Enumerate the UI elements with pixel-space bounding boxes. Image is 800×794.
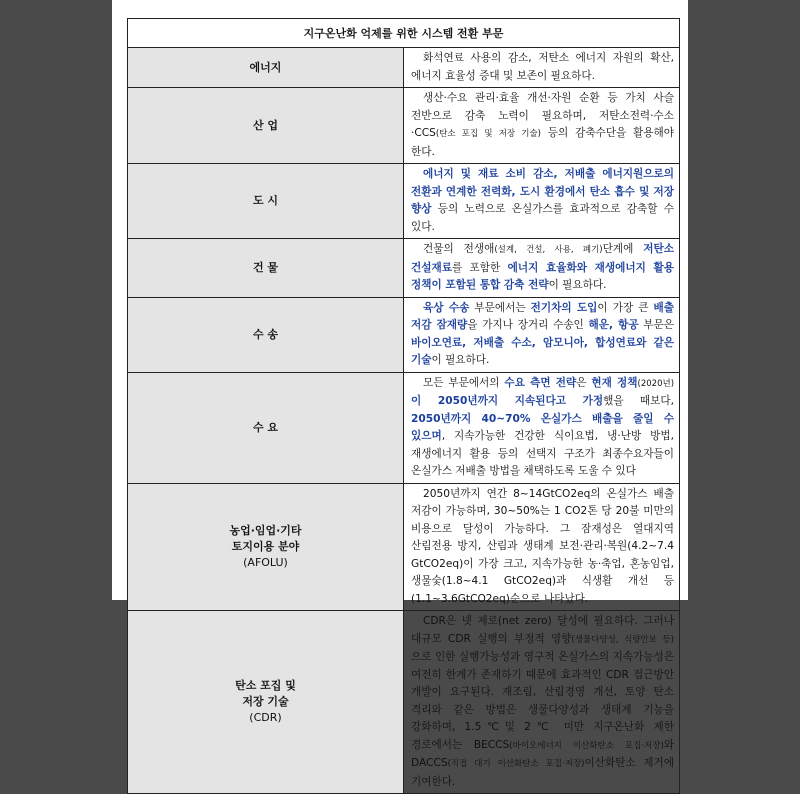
- category-label: (AFOLU): [243, 555, 288, 569]
- description-text: 단계에: [602, 243, 644, 255]
- description-cell: [404, 611, 680, 794]
- description-cell: [404, 164, 680, 239]
- description-text: (설계, 건설, 사용, 폐기): [494, 245, 603, 255]
- category-label: 수 송: [252, 327, 279, 341]
- description-cell: [404, 483, 680, 611]
- category-label: 토지이용 분야: [231, 539, 300, 553]
- description-text: 화석연료 사용의 감소, 저탄소 에너지 자원의 확산, 에너지 효율성 증대 및 보존이 필요하다.: [411, 52, 674, 82]
- description-text: (2020년): [637, 378, 675, 389]
- category-cell: [128, 164, 404, 239]
- description-text: 이 필요하다.: [548, 279, 607, 291]
- description-text: 를 포함한: [451, 261, 508, 274]
- category-label: 건 물: [252, 260, 279, 274]
- description-text: (탄소 포집 및 저장 기술): [435, 129, 541, 139]
- table-row: [128, 372, 680, 483]
- category-label: 산 업: [252, 118, 279, 132]
- description-text: 이 가장 큰: [597, 301, 654, 314]
- category-cell: [128, 372, 404, 483]
- description-text: 부문은: [638, 319, 675, 331]
- description-text: (바이오에너지 이산화탄소 포집·저장): [509, 740, 664, 751]
- category-cell: [128, 48, 404, 88]
- description-text: 부문에서는: [469, 301, 531, 314]
- table-row: [128, 88, 680, 164]
- description-text: 와 DACCS: [411, 738, 674, 769]
- category-cell: [128, 611, 404, 794]
- category-label: 도 시: [252, 194, 279, 208]
- category-cell: [128, 297, 404, 372]
- highlighted-text: 저탄소 건설재료: [411, 243, 674, 274]
- document-page: [112, 0, 688, 788]
- description-cell: [404, 372, 680, 483]
- description-text: 했을 때보다,: [603, 395, 675, 407]
- description-text: (생물다양성, 식량안보 등): [571, 634, 674, 645]
- table-row: [128, 164, 680, 239]
- highlighted-text: 배출 저감 잠재량: [411, 301, 675, 331]
- highlighted-text: 이 2050년까지 지속된다고 가정: [411, 395, 604, 407]
- description-text: CDR은 넷 제로(net zero) 달성에 필요하다. 그러나 대규모 CDR 실행의 부정적 영향: [411, 615, 674, 645]
- description-cell: [404, 88, 680, 164]
- description-text: , 지속가능한 건강한 식이요법, 냉·난방 방법, 재생에너지 활용 등의 선택지 구조가 최종수요자들이 온실가스 저배출 방법을 채택하도록 도울 수 있다: [411, 430, 674, 477]
- description-text: 생산·수요 관리·효율 개선·자원 순환 등 가치 사슬 전반으로 감축 노력이 필요하며, 저탄소전력·수소·CCS: [411, 92, 674, 139]
- description-text: 건물의 전생애: [423, 243, 495, 255]
- description-text: 모든 부문에서의: [423, 376, 505, 389]
- category-label: 농업·임업·기타: [229, 523, 302, 537]
- description-text: 으로 인한 실행가능성과 영구적 온실가스의 지속가능성은 여전히 한계가 존재하기 때문에 효과적인 CDR 접근방안 개발이 요구된다. 재조림, 산림경영 개선, 토양 탄소 격리와 같은 방법은 생물다양성과 생태계 기능을 강화하며, 1.5℃및 2℃ 미만 지구온난화 제한 경로에서는 BECCS: [411, 651, 674, 751]
- category-label: 저장 기술: [242, 695, 289, 709]
- title-row: [128, 19, 680, 48]
- highlighted-text: 에너지 효율화와 재생에너지 활용 정책이 포함된 통합 감축 전략: [411, 261, 675, 291]
- highlighted-text: 바이오연료, 저배출 수소, 암모니아, 합성연료와 같은 기술: [411, 336, 674, 366]
- category-cell: [128, 88, 404, 164]
- description-text: 이 필요하다.: [431, 354, 490, 366]
- description-cell: [404, 48, 680, 88]
- category-label: 탄소 포집 및: [235, 679, 296, 693]
- description-text: 2050년까지 연간 8~14GtCO2eq의 온실가스 배출 저감이 가능하며, 30~50%는 1 CO2톤 당 20불 미만의 비용으로 달성이 가능하다. 그 잠재성은 열대지역 산림전용 방지, 산림과 생태계 보전·관리·복원(4.2~7.4 GtCO2eq)이 가장 크고, 지속가능한 농·축업, 혼농임업, 생물숯(1.8~4.1 GtCO2eq)과 식생활 개선 등(1.1~3.6GtCO2eq)순으로 나타났다.: [411, 487, 674, 605]
- category-label: 수 요: [252, 420, 279, 434]
- highlighted-text: 육상 수송: [423, 301, 470, 314]
- table-row: [128, 48, 680, 88]
- table-row: [128, 483, 680, 611]
- description-text: (직접 대기 이산화탄소 포집·저장): [447, 759, 585, 769]
- table-row: [128, 239, 680, 298]
- highlighted-text: 에너지 및 재료 소비 감소, 저배출 에너지원으로의 전환과 연계한 전력화, 도시 환경에서 탄소 흡수 및 저장 향상: [411, 168, 674, 215]
- description-cell: [404, 239, 680, 298]
- category-cell: [128, 239, 404, 298]
- highlighted-text: 현재 정책: [591, 376, 638, 389]
- description-text: 등의 감축수단을 활용해야 한다.: [411, 127, 674, 158]
- table-row: [128, 297, 680, 372]
- table-title: 지구온난화 억제를 위한 시스템 전환 부문: [128, 19, 680, 48]
- system-transition-table: [127, 18, 680, 794]
- highlighted-text: 2050년까지 40~70% 온실가스 배출을 줄일 수 있으며: [411, 412, 674, 442]
- description-text: 을 가지나 장거리 수송인: [467, 319, 589, 331]
- description-text: 등의 노력으로 온실가스를 효과적으로 감축할 수 있다.: [411, 203, 674, 233]
- category-label: 에너지: [249, 60, 282, 74]
- table-row: [128, 611, 680, 794]
- description-cell: [404, 297, 680, 372]
- highlighted-text: 수요 측면 전략: [504, 376, 577, 389]
- category-label: (CDR): [249, 710, 282, 724]
- highlighted-text: 전기차의 도입: [530, 301, 598, 314]
- description-text: 은: [576, 376, 592, 389]
- description-text: 이산화탄소 제거에 기여한다.: [411, 757, 674, 788]
- category-cell: [128, 483, 404, 611]
- highlighted-text: 해운, 항공: [588, 319, 639, 331]
